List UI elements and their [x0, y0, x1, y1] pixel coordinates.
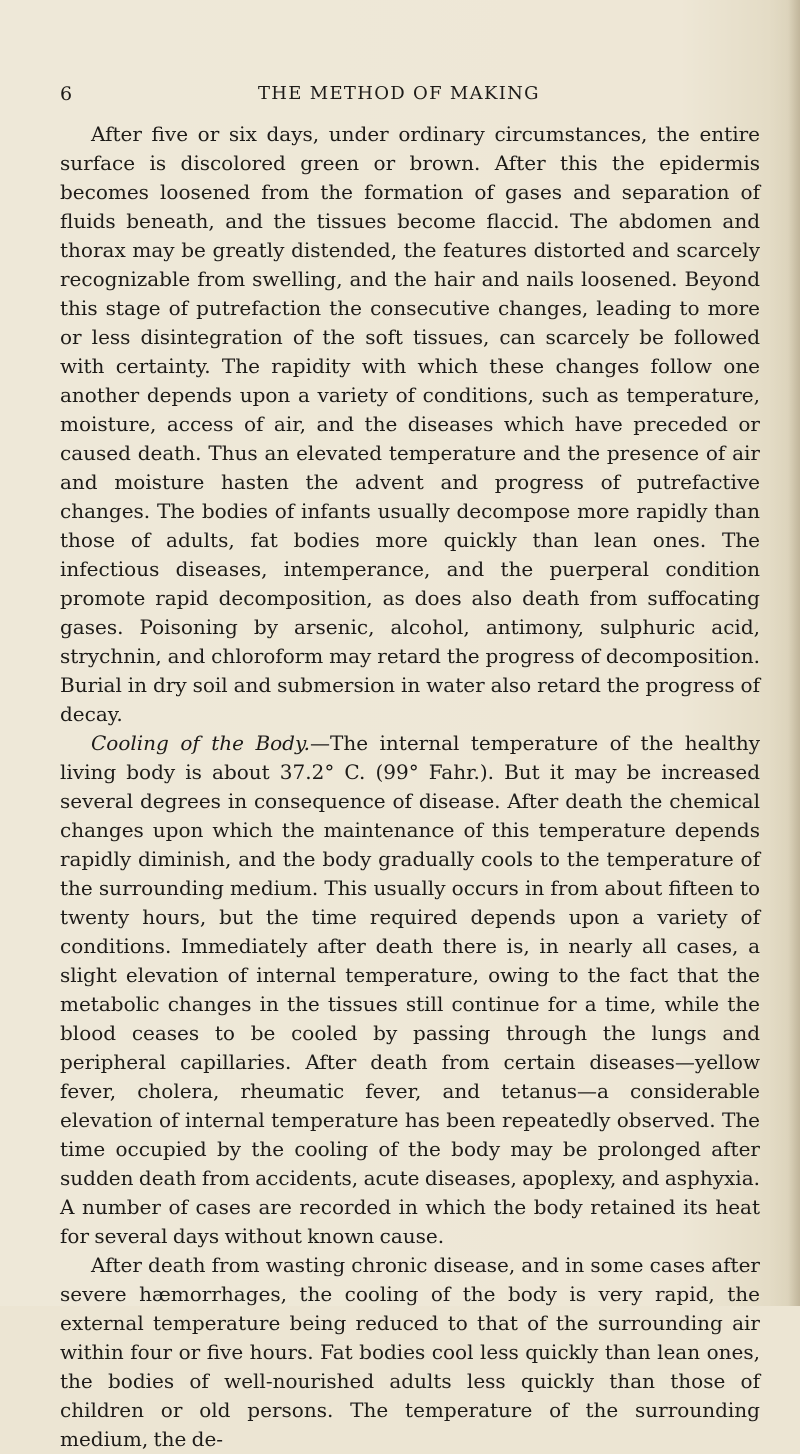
- paragraph-text: After five or six days, under ordinary circumstances, the entire surface is discolored green or brown. After this the epidermis becomes loosened from the formation of gases and separation of fluids beneath, and the tissues become flaccid. The abdomen and thorax may be greatly distended, the features distorted and scarcely recognizable from swelling, and the hair and nails loosened. Beyond this stage of putrefaction the consecutive changes, leading to more or less disintegration of the soft tissues, can scarcely be followed with certainty. The rapidity with which these changes follow one another depends upon a variety of conditions, such as temperature, moisture, access of air, and the diseases which have preceded or caused death. Thus an elevated temperature and the presence of air and moisture hasten the advent and progress of putrefactive changes. The bodies of infants usually decompose more rapidly than those of adults, fat bodies more quickly than lean ones. The infectious diseases, intemperance, and the puerperal condition promote rapid decomposition, as does also death from suffocating gases. Poisoning by arsenic, alcohol, antimony, sulphuric acid, strychnin, and chloroform may retard the progress of decomposition. Burial in dry soil and submersion in water also retard the progress of decay.: [60, 122, 760, 726]
- paragraph-cooling-of-body: [60, 729, 760, 1251]
- paragraph-rapid-cooling: [60, 1251, 760, 1454]
- paragraph-text: —The internal temperature of the healthy living body is about 37.2° C. (99° Fahr.). But it may be increased several degrees in consequence of disease. After death the chemical changes upon which the maintenance of this temperature depends rapidly diminish, and the body gradually cools to the temperature of the surrounding medium. This usually occurs in from about fifteen to twenty hours, but the time required depends upon a variety of conditions. Immediately after death there is, in nearly all cases, a slight elevation of internal temperature, owing to the fact that the metabolic changes in the tissues still continue for a time, while the blood ceases to be cooled by passing through the lungs and peripheral capillaries. After death from certain diseases—yellow fever, cholera, rheumatic fever, and tetanus—a considerable elevation of internal temperature has been repeatedly observed. The time occupied by the cooling of the body may be prolonged after sudden death from accidents, acute diseases, apoplexy, and asphyxia. A number of cases are recorded in which the body retained its heat for several days without known cause.: [60, 731, 761, 1248]
- paragraph-decomposition: [60, 120, 760, 729]
- page-edge-shadow: [788, 0, 800, 1306]
- page-header: [60, 83, 760, 107]
- running-head: THE METHOD OF MAKING: [258, 83, 540, 104]
- body-text: [60, 120, 760, 1454]
- section-lead-cooling-of-the-body: Cooling of the Body.: [91, 731, 310, 755]
- paragraph-text: After death from wasting chronic disease, and in some cases after severe hæmorrhages, the cooling of the body is very rapid, the external temperature being reduced to that of the surrounding air within four or five hours. Fat bodies cool less quickly than lean ones, the bodies of well-nourished adults less quickly than those of children or old persons. The temperature of the surrounding medium, the de-: [60, 1253, 760, 1451]
- page-number: 6: [60, 83, 74, 105]
